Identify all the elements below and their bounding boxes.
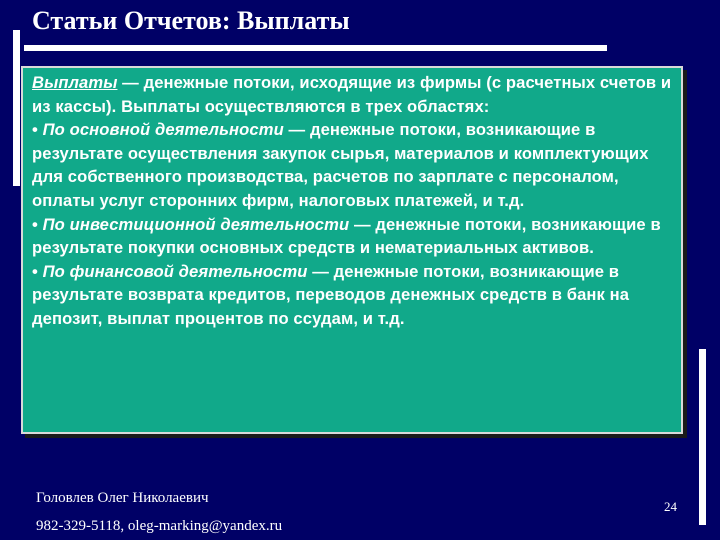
intro-text: — денежные потоки, исходящие из фирмы (с расчетных счетов и из кассы). Выплаты осуществляются в трех областях:	[32, 73, 672, 116]
bullet-term-financing: По финансовой деятельности	[42, 261, 308, 281]
page-number: 24	[664, 499, 677, 514]
slide-title: Статьи Отчетов: Выплаты	[32, 6, 350, 35]
content-text	[32, 71, 673, 331]
bullet-text-investing: — денежные потоки, возникающие в результате покупки основных средств и нематериальных активов.	[32, 214, 661, 258]
accent-bar-left	[13, 30, 20, 186]
bullet-marker: •	[32, 214, 43, 234]
bullet-text-financing: — денежные потоки, возникающие в результате возврата кредитов, переводов денежных средств в банк на депозит, выплат процентов по ссудам, и т.д.	[32, 261, 630, 328]
bullet-marker: •	[32, 261, 43, 281]
bullet-text-operating: — денежные потоки, возникающие в результате осуществления закупок сырья, материалов и комплектующих для собственного производства, расчетов по зарплате с персоналом, оплаты услуг сторонних фирм, налоговых платежей, и т.д.	[32, 120, 649, 210]
accent-bar-top	[24, 45, 607, 51]
content-box	[21, 66, 683, 434]
footer-author: Головлев Олег Николаевич	[36, 490, 209, 506]
bullet-term-operating: По основной деятельности	[42, 120, 284, 140]
accent-bar-right	[699, 349, 706, 525]
intro-term: Выплаты	[32, 73, 118, 92]
bullet-marker: •	[32, 120, 43, 140]
footer-contacts: 982-329-5118, oleg-marking@yandex.ru	[36, 518, 283, 534]
bullet-term-investing: По инвестиционной деятельности	[42, 214, 350, 234]
